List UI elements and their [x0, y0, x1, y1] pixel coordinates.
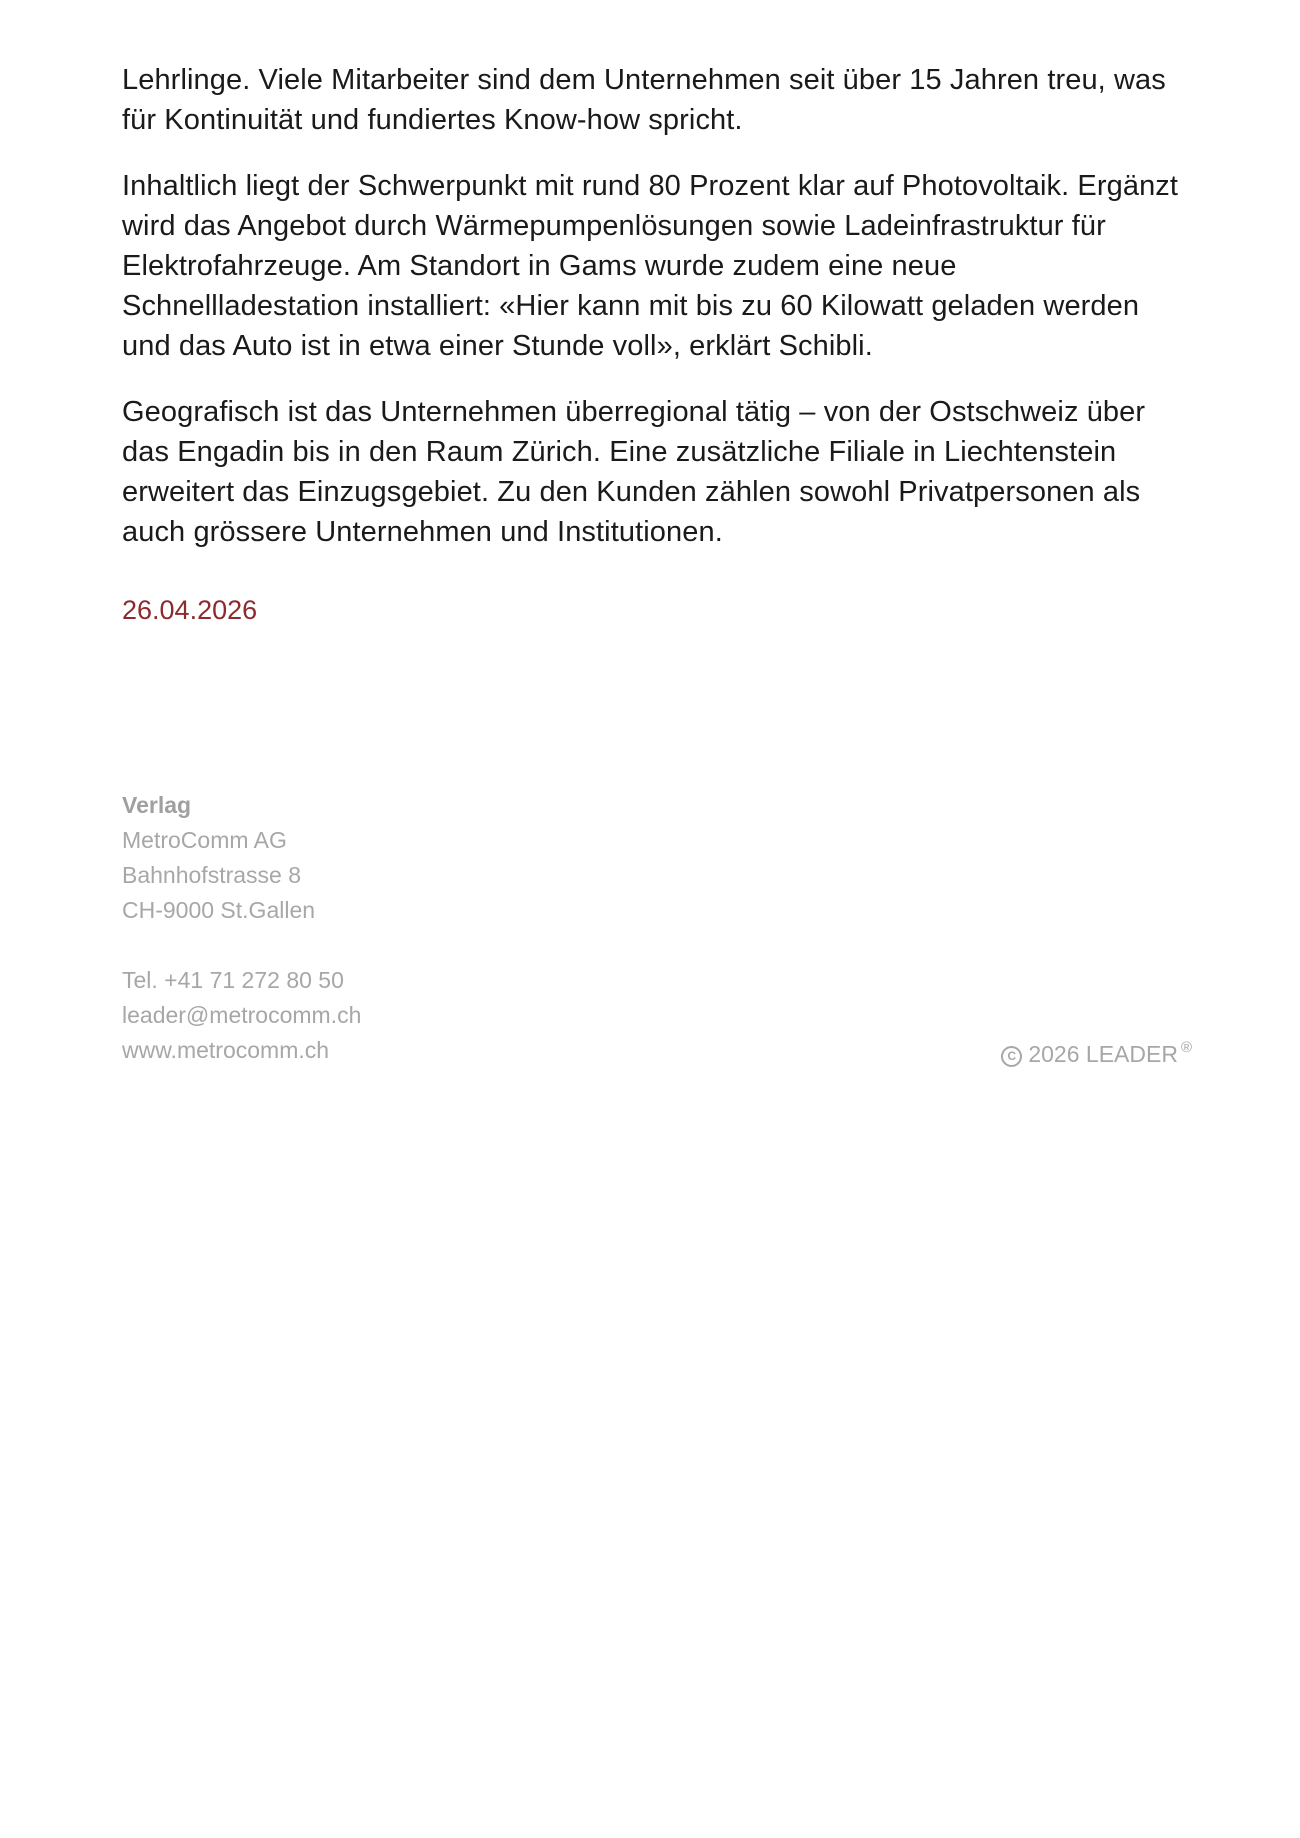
publisher-website-link[interactable]: www.metrocomm.ch [122, 1037, 330, 1063]
publisher-label: Verlag [122, 792, 192, 818]
publisher-phone: Tel. +41 71 272 80 50 [122, 967, 344, 993]
publisher-street: Bahnhofstrasse 8 [122, 862, 302, 888]
article-paragraph-1: Lehrlinge. Viele Mitarbeiter sind dem Unternehmen seit über 15 Jahren treu, was für Kontinuität und fundiertes Know-how spricht. [122, 64, 1166, 136]
publisher-company: MetroComm AG [122, 827, 287, 853]
copyright-notice [1001, 1030, 1192, 1072]
publisher-city: CH-9000 St.Gallen [122, 897, 316, 923]
publisher-email-link[interactable]: leader@metrocomm.ch [122, 1002, 362, 1028]
article-paragraph-3: Geografisch ist das Unternehmen überregional tätig – von der Ostschweiz über das Engadin bis in den Raum Zürich. Eine zusätzliche Filiale in Liechtenstein erweitert das Einzugsgebiet. Zu den Kunden zählen sowohl Privatpersonen als auch grössere Unternehmen und Institutionen. [122, 396, 1146, 548]
copyright-text: 2026 LEADER [1028, 1041, 1178, 1067]
publisher-info [122, 788, 622, 1068]
article-paragraph-2: Inhaltlich liegt der Schwerpunkt mit rund 80 Prozent klar auf Photovoltaik. Ergänzt wird das Angebot durch Wärmepumpenlösungen sowie Ladeinfrastruktur für Elektrofahrzeuge. Am Standort in Gams wurde zudem eine neue Schnellladestation installiert: «Hier kann mit bis zu 60 Kilowatt geladen werden und das Auto ist in etwa einer Stunde voll», erklärt Schibli. [122, 170, 1179, 362]
copyright-icon: C [1001, 1046, 1022, 1067]
registered-trademark-icon: ® [1180, 1039, 1192, 1056]
article-date: 26.04.2026 [122, 595, 258, 625]
spacer [122, 928, 622, 963]
article-body [122, 60, 1192, 628]
document-page [122, 0, 1192, 1838]
